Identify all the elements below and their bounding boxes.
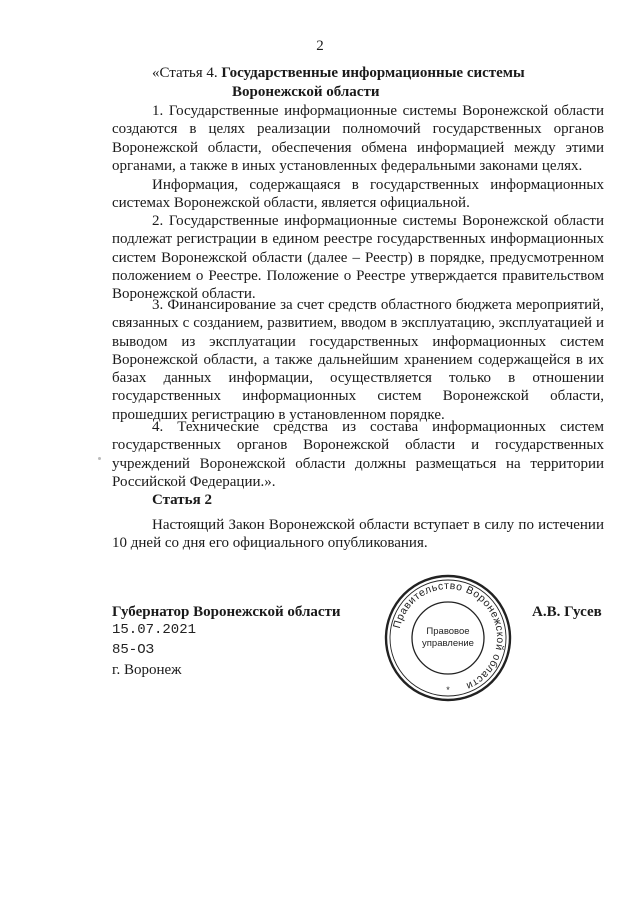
signer-name: А.В. Гусев [532, 604, 602, 620]
stamp-center-line2: управление [422, 638, 474, 649]
law-number: 85-ОЗ [112, 642, 155, 658]
paragraph-1 [112, 102, 604, 175]
article-2-paragraph [112, 516, 604, 553]
paragraph-2 [112, 212, 604, 303]
article-2-heading: Статья 2 [152, 492, 212, 508]
paragraph-3-text: 3. Финансирование за счет средств областного бюджета мероприятий, связанных с созданием, развитием, вводом в эксплуатацию, эксплуатацией и выводом из эксплуатации государственных информационных систем Воронежской области, а также дальнейшим хранением содержащейся в их базах данных информации, осуществляется только в отношении государственных информационных систем Воронежской области, прошедших регистрацию в установленном порядке. [112, 297, 604, 423]
city: г. Воронеж [112, 662, 182, 678]
stamp-center-line1: Правовое [426, 626, 470, 637]
paragraph-3 [112, 296, 604, 424]
paragraph-4-text: 4. Технические средства из состава информационных систем государственных органов Воронежской области и государственных учреждений Воронежской области должны размещаться на территории Российской Федерации.». [112, 419, 604, 490]
article-4-title-line2: Воронежской области [232, 84, 380, 100]
paragraph-1-text: 1. Государственные информационные системы Воронежской области создаются в целях реализации полномочий государственных органов Воронежской области, обеспечения обмена информацией между этими органами, а также в иных установленных федеральными законами целях. [112, 103, 604, 174]
article-4-title-line1: Государственные информационные системы [221, 65, 525, 81]
paragraph-info [112, 176, 604, 213]
governor-title: Губернатор Воронежской области [112, 604, 341, 620]
paragraph-info-text: Информация, содержащаяся в государственных информационных системах Воронежской области, является официальной. [112, 177, 604, 212]
official-stamp [380, 570, 516, 706]
paragraph-2-text: 2. Государственные информационные системы Воронежской области подлежат регистрации в едином реестре государственных информационных систем Воронежской области (далее – Реестр) в порядке, предусмотренном положением о Реестре. Положение о Реестре утверждается правительством Воронежской области. [112, 213, 604, 303]
scan-speck [98, 457, 101, 460]
stamp-star: * [446, 685, 450, 695]
article-4-heading [152, 64, 572, 102]
paragraph-4 [112, 418, 604, 491]
stamp-ring-text: Правительство Воронежской области [391, 579, 507, 693]
page-number: 2 [316, 38, 324, 54]
article-4-prefix: «Статья 4. [152, 65, 222, 81]
law-date: 15.07.2021 [112, 622, 197, 638]
article-2-text: Настоящий Закон Воронежской области вступает в силу по истечении 10 дней со дня его официального опубликования. [112, 517, 604, 552]
